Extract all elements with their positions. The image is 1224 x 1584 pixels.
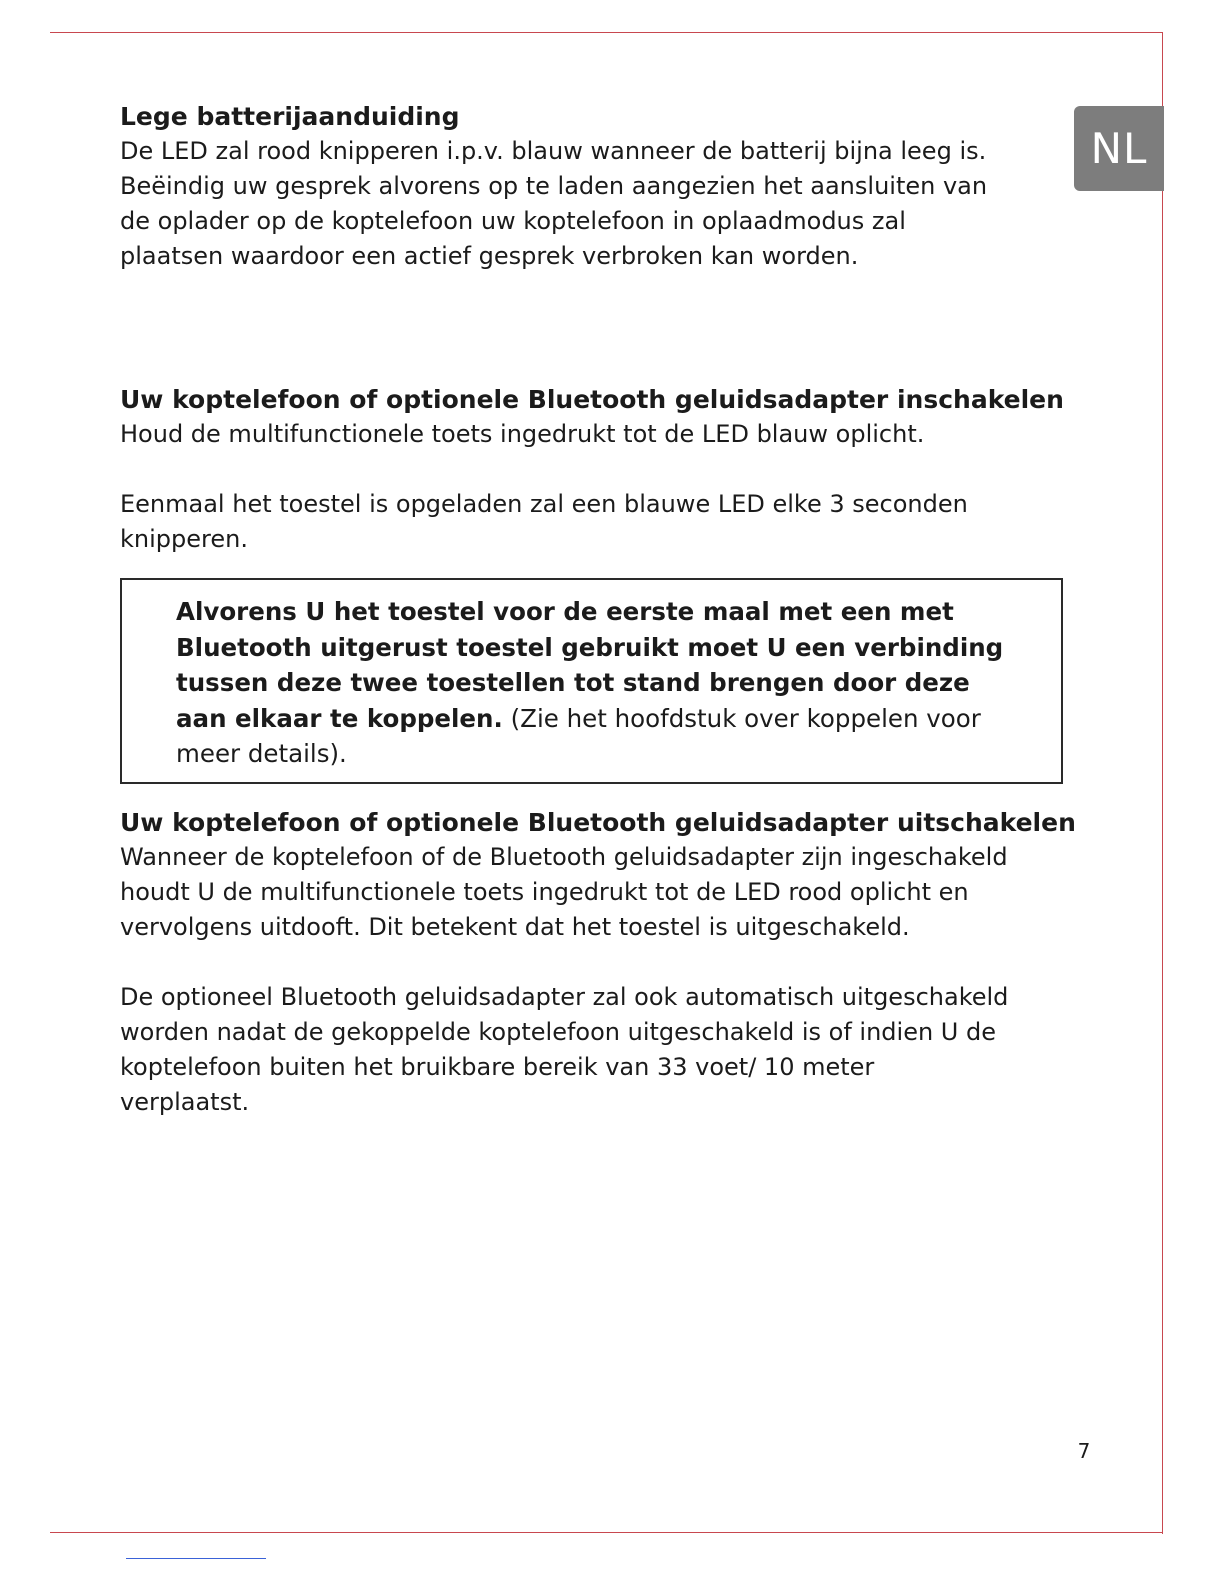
pairing-notice-normal: (Zie het hoofdstuk over koppelen voor meer details). [176,703,981,768]
section-power-on-body: Houd de multifunctionele toets ingedrukt tot de LED blauw oplicht. [120,420,925,448]
section-power-on-heading: Uw koptelefoon of optionele Bluetooth geluidsadapter inschakelen [120,385,1064,414]
section-battery-body: De LED zal rood knipperen i.p.v. blauw wanneer de batterij bijna leeg is. Beëindig uw gesprek alvorens op te laden aangezien het aansluiten van de oplader op de koptelefoon uw koptelefoon in oplaadmodus zal plaatsen waardoor een actief gesprek verbroken kan worden. [120,137,988,270]
page-number: 7 [1077,1439,1091,1463]
section-power-off-heading: Uw koptelefoon of optionele Bluetooth geluidsadapter uitschakelen [120,808,1076,837]
section-power-on-body-2: Eenmaal het toestel is opgeladen zal een blauwe LED elke 3 seconden knipperen. [120,490,968,553]
section-power-on [120,382,1080,557]
section-battery [120,99,1080,274]
section-battery-heading: Lege batterijaanduiding [120,102,460,131]
page-frame-bottom-rule [50,1532,1163,1533]
page-frame-top-rule [50,32,1163,33]
section-power-off-body-2: De optioneel Bluetooth geluidsadapter zal ook automatisch uitgeschakeld worden nadat de gekoppelde koptelefoon uitgeschakeld is of indien U de koptelefoon buiten het bruikbare bereik van 33 voet/ 10 meter verplaatst. [120,983,1009,1116]
pairing-notice-bold: Alvorens U het toestel voor de eerste maal met een met Bluetooth uitgerust toestel gebruikt moet U een verbinding tussen deze twee toestellen tot stand brengen door deze aan elkaar te koppelen. [176,597,1004,733]
section-power-off [120,805,1080,1120]
page-frame-right-rule [1162,32,1163,1534]
section-power-off-body: Wanneer de koptelefoon of de Bluetooth geluidsadapter zijn ingeschakeld houdt U de multifunctionele toets ingedrukt tot de LED rood oplicht en vervolgens uitdooft. Dit betekent dat het toestel is uitgeschakeld. [120,843,1008,941]
footer-underline-mark [126,1558,266,1559]
pairing-notice-text [176,594,1016,772]
pairing-notice-box [120,578,1063,784]
language-tab: NL [1074,106,1164,191]
